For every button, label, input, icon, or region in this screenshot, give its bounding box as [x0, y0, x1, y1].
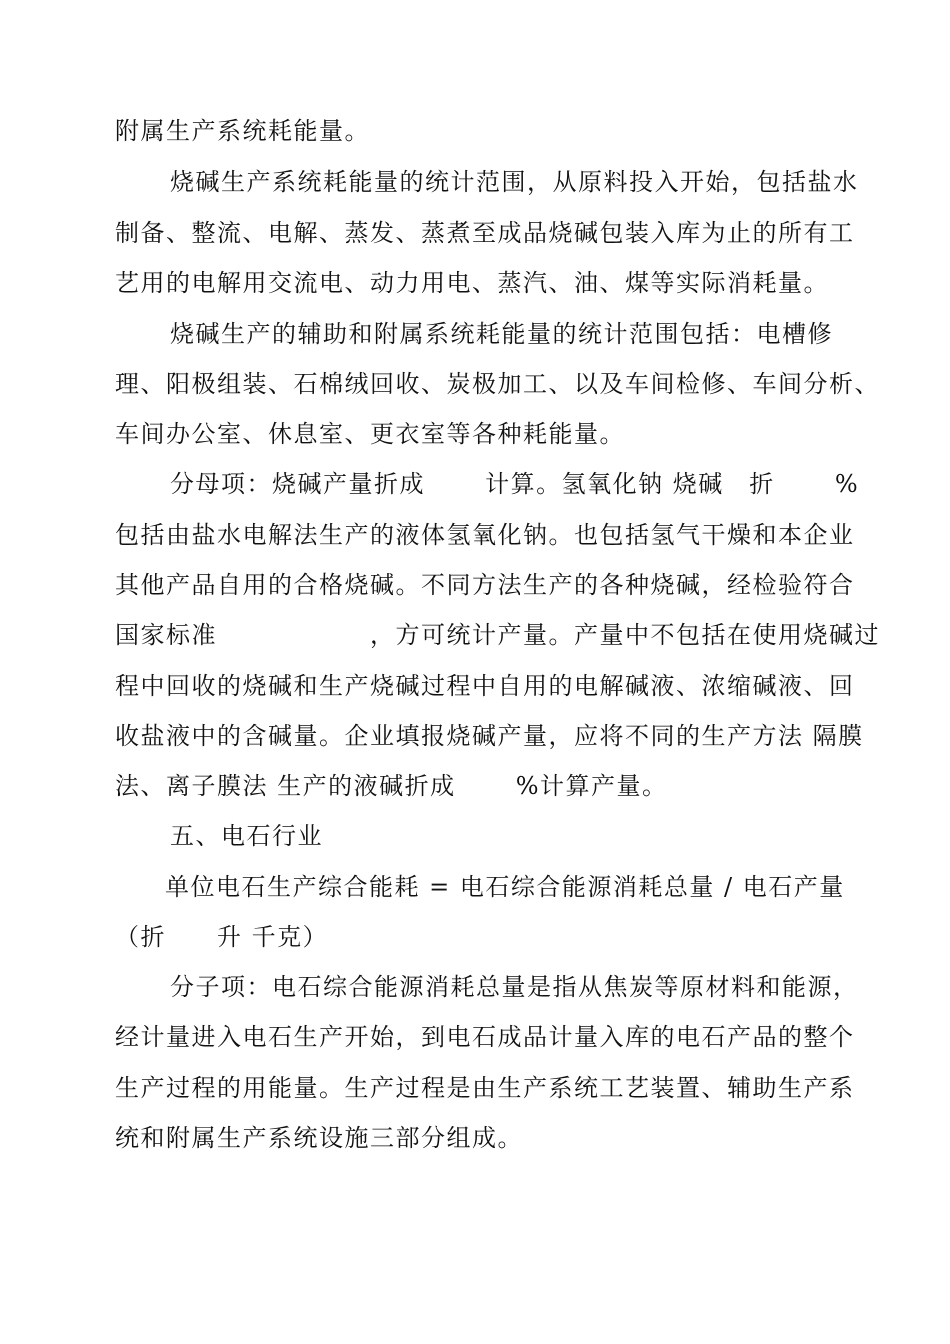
paragraph-start: 烧碱生产的辅助和附属系统耗能量的统计范围包括：电槽修 [170, 320, 833, 348]
text-line: 艺用的电解用交流电、动力用电、蒸汽、油、煤等实际消耗量。 [115, 269, 829, 297]
formula-line: 单位电石生产综合能耗 = 电石综合能源消耗总量 / 电石产量 [165, 873, 845, 901]
section-heading: 五、电石行业 [170, 822, 323, 850]
paragraph-start: 分子项：电石综合能源消耗总量是指从焦炭等原材料和能源， [170, 973, 859, 1001]
formula-unit-line: （折 升 千克） [115, 923, 329, 951]
text-line: 程中回收的烧碱和生产烧碱过程中自用的电解碱液、浓缩碱液、回 [115, 672, 855, 700]
text-line: 理、阳极组装、石棉绒回收、炭极加工、以及车间检修、车间分析、 [115, 370, 880, 398]
paragraph-start: 分母项：烧碱产量折成 计算。氢氧化钠 烧碱 折 % [170, 470, 860, 498]
text-line: 经计量进入电石生产开始，到电石成品计量入库的电石产品的整个 [115, 1023, 855, 1051]
text-line: 生产过程的用能量。生产过程是由生产系统工艺装置、辅助生产系 [115, 1074, 855, 1102]
paragraph-start: 烧碱生产系统耗能量的统计范围，从原料投入开始，包括盐水 [170, 168, 859, 196]
text-line: 包括由盐水电解法生产的液体氢氧化钠。也包括氢气干燥和本企业 [115, 521, 855, 549]
text-line: 法、离子膜法 生产的液碱折成 %计算产量。 [115, 772, 668, 800]
text-line: 其他产品自用的合格烧碱。不同方法生产的各种烧碱，经检验符合 [115, 571, 855, 599]
text-line: 车间办公室、休息室、更衣室等各种耗能量。 [115, 420, 625, 448]
text-line: 统和附属生产系统设施三部分组成。 [115, 1124, 523, 1152]
text-line: 制备、整流、电解、蒸发、蒸煮至成品烧碱包装入库为止的所有工 [115, 219, 855, 247]
text-line: 附属生产系统耗能量。 [115, 117, 370, 145]
text-line: 国家标准 ，方可统计产量。产量中不包括在使用烧碱过 [115, 621, 880, 649]
text-line: 收盐液中的含碱量。企业填报烧碱产量，应将不同的生产方法 隔膜 [115, 722, 864, 750]
